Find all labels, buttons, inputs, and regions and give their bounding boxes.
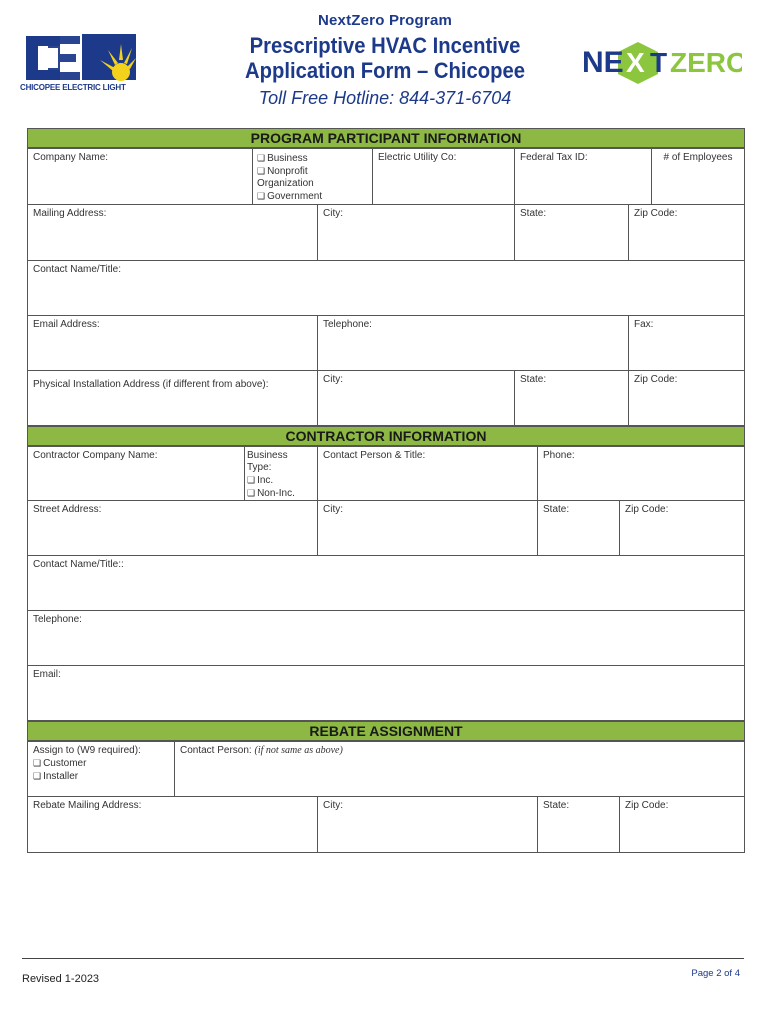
rebate-city-label: City: <box>323 800 343 811</box>
business-type-options <box>244 446 318 501</box>
nextzero-logo <box>580 40 742 84</box>
physical-address-label: Physical Installation Address (if different from above): <box>33 379 269 390</box>
contractor-street-field[interactable] <box>27 500 318 556</box>
contractor-state-field[interactable] <box>537 500 620 556</box>
contractor-contact-name-field[interactable] <box>27 555 745 611</box>
checkbox-business[interactable]: ❑ Business <box>257 152 367 165</box>
rebate-section-heading: REBATE ASSIGNMENT <box>27 721 745 741</box>
physical-zip-label: Zip Code: <box>634 374 678 385</box>
form-title-line2: Application Form – Chicopee <box>244 58 526 83</box>
company-name-label: Company Name: <box>33 152 109 163</box>
federal-tax-id-label: Federal Tax ID: <box>520 152 588 163</box>
rebate-state-field[interactable] <box>537 796 620 853</box>
checkbox-government[interactable]: ❑ Government <box>257 190 367 203</box>
page-number: Page 2 of 4 <box>691 968 740 979</box>
participant-section-heading: PROGRAM PARTICIPANT INFORMATION <box>27 128 745 148</box>
checkbox-customer[interactable]: ❑ Customer <box>33 757 169 770</box>
checkbox-non-inc[interactable]: ❑ Non-Inc. <box>247 487 312 500</box>
employees-label: # of Employees <box>663 152 733 163</box>
organization-type-options <box>252 148 373 205</box>
email-address-label: Email Address: <box>33 319 100 330</box>
contractor-state-label: State: <box>543 504 570 515</box>
checkbox-inc[interactable]: ❑ Inc. <box>247 474 312 487</box>
revision-date: Revised 1-2023 <box>22 973 100 985</box>
contact-person-title-label: Contact Person & Title: <box>323 450 426 461</box>
contractor-telephone-label: Telephone: <box>33 614 82 625</box>
contractor-phone-field[interactable] <box>537 446 745 501</box>
contact-person-title-field[interactable] <box>317 446 538 501</box>
toll-free-hotline: Toll Free Hotline: 844-371-6704 <box>258 88 512 108</box>
left-logo-caption: CHICOPEE ELECTRIC LIGHT <box>20 83 126 92</box>
assign-to-options <box>27 741 175 797</box>
rebate-contact-person-label: Contact Person: <box>180 745 252 756</box>
business-type-label: Business Type: <box>247 450 288 473</box>
svg-text:X: X <box>626 47 645 78</box>
physical-city-field[interactable] <box>317 370 515 426</box>
contractor-email-label: Email: <box>33 669 61 680</box>
contractor-phone-label: Phone: <box>543 450 575 461</box>
electric-utility-field[interactable] <box>372 148 515 205</box>
fax-label: Fax: <box>634 319 654 330</box>
application-form <box>27 128 745 853</box>
company-name-field[interactable] <box>27 148 253 205</box>
contractor-telephone-field[interactable] <box>27 610 745 666</box>
svg-text:NE: NE <box>582 46 624 79</box>
rebate-zip-label: Zip Code: <box>625 800 669 811</box>
footer-divider <box>22 958 744 959</box>
physical-address-field[interactable] <box>27 370 318 426</box>
chicopee-electric-light-logo <box>20 32 138 94</box>
contractor-city-label: City: <box>323 504 343 515</box>
rebate-mailing-address-label: Rebate Mailing Address: <box>33 800 142 811</box>
rebate-state-label: State: <box>543 800 570 811</box>
form-title-line1: Prescriptive HVAC Incentive <box>249 33 521 58</box>
telephone-label: Telephone: <box>323 319 372 330</box>
physical-zip-field[interactable] <box>628 370 745 426</box>
contractor-contact-name-label: Contact Name/Title:: <box>33 559 124 570</box>
contractor-company-field[interactable] <box>27 446 245 501</box>
federal-tax-id-field[interactable] <box>514 148 652 205</box>
checkbox-nonprofit[interactable]: ❑ Nonprofit Organization <box>257 165 367 190</box>
contractor-company-label: Contractor Company Name: <box>33 450 158 461</box>
physical-state-field[interactable] <box>514 370 629 426</box>
checkbox-installer[interactable]: ❑ Installer <box>33 770 169 783</box>
city-field[interactable] <box>317 204 515 261</box>
form-title <box>215 33 555 83</box>
rebate-contact-person-field[interactable] <box>174 741 745 797</box>
state-field[interactable] <box>514 204 629 261</box>
rebate-zip-field[interactable] <box>619 796 745 853</box>
state-label: State: <box>520 208 547 219</box>
contact-name-label: Contact Name/Title: <box>33 264 121 275</box>
physical-city-label: City: <box>323 374 343 385</box>
rebate-city-field[interactable] <box>317 796 538 853</box>
contractor-email-field[interactable] <box>27 665 745 721</box>
contractor-street-label: Street Address: <box>33 504 102 515</box>
assign-to-label: Assign to (W9 required): <box>33 745 141 756</box>
employees-field[interactable] <box>651 148 745 205</box>
rebate-mailing-address-field[interactable] <box>27 796 318 853</box>
svg-text:T: T <box>650 47 668 78</box>
contact-name-field[interactable] <box>27 260 745 316</box>
contractor-city-field[interactable] <box>317 500 538 556</box>
physical-state-label: State: <box>520 374 547 385</box>
mailing-address-field[interactable] <box>27 204 318 261</box>
fax-field[interactable] <box>628 315 745 371</box>
program-name: NextZero Program <box>317 12 453 29</box>
mailing-address-label: Mailing Address: <box>33 208 107 219</box>
zip-code-label: Zip Code: <box>634 208 678 219</box>
electric-utility-label: Electric Utility Co: <box>378 152 457 163</box>
rebate-contact-person-note: (if not same as above) <box>254 745 343 756</box>
contractor-zip-label: Zip Code: <box>625 504 669 515</box>
svg-text:ZERO: ZERO <box>670 47 742 78</box>
contractor-zip-field[interactable] <box>619 500 745 556</box>
email-address-field[interactable] <box>27 315 318 371</box>
contractor-section-heading: CONTRACTOR INFORMATION <box>27 426 745 446</box>
city-label: City: <box>323 208 343 219</box>
zip-code-field[interactable] <box>628 204 745 261</box>
telephone-field[interactable] <box>317 315 629 371</box>
